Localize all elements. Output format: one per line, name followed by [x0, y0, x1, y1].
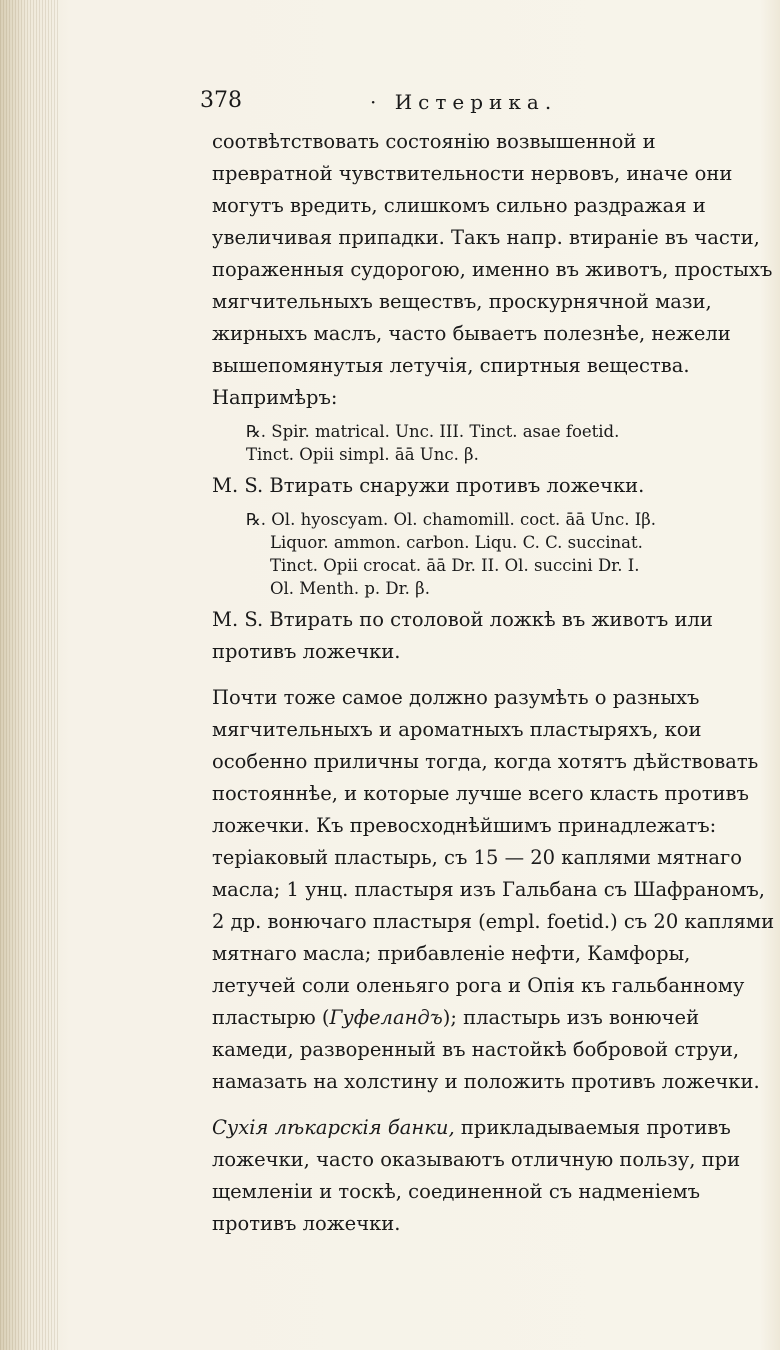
prescription-note-1: M. S. Втирать снаружи противъ ложечки. [212, 474, 645, 497]
recipe-1-line-1: ℞. Spir. matrical. Unc. III. Tinct. asae foetid. [246, 422, 620, 441]
recipe-2-line-3: Tinct. Opii crocat. āā Dr. II. Ol. succini Dr. I. [270, 556, 640, 575]
body-text [212, 126, 777, 1240]
running-head: · Истерика. [370, 90, 558, 114]
recipe-1-line-2: Tinct. Opii simpl. āā Unc. β. [246, 445, 479, 464]
paragraph-2-text: Почти тоже самое должно разумѣть о разныхъ мягчительныхъ и ароматныхъ пластыряхъ, кои особенно приличны тогда, когда хотятъ дѣйствовать постояннѣе, и которые лучше всего класть противъ ложечки. Къ превосходнѣйшимъ принадлежатъ: теріаковый пластырь, съ 15 — 20 каплями мятнаго масла; 1 унц. пластыря изъ Гальбана съ Шафраномъ, 2 др. вонючаго пластыря (empl. foetid.) съ 20 каплями мятнаго масла; прибавленіе нефти, Камфоры, летучей соли оленьяго рога и Опія къ гальбанному пластырю ( [212, 686, 775, 1029]
page-edge-shading [0, 0, 60, 1350]
prescription-note-2: M. S. Втирать по столовой ложкѣ въ животъ или противъ ложечки. [212, 608, 713, 663]
paragraph-2-author: Гуфеландъ [329, 1006, 443, 1029]
paragraph-3 [212, 1112, 777, 1240]
page-number: 378 [200, 88, 242, 113]
recipe-2 [246, 508, 777, 600]
recipe-2-line-2: Liquor. ammon. carbon. Liqu. C. C. succinat. [270, 533, 643, 552]
page-header [200, 88, 600, 122]
recipe-2-line-4: Ol. Menth. p. Dr. β. [270, 579, 430, 598]
paragraph-3-lead: Сухія лѣкарскія банки, [212, 1116, 455, 1139]
paragraph-2-tail: ); пластырь изъ вонючей камеди, разворенный въ настойкѣ бобровой струи, намазать на холстину и положить противъ ложечки. [212, 1006, 760, 1093]
paragraph-2 [212, 682, 777, 1098]
paragraph-3-text: прикладываемыя противъ ложечки, часто оказываютъ отличную пользу, при щемленіи и тоскѣ, соединенной съ надменіемъ противъ ложечки. [212, 1116, 741, 1235]
paragraph-1: соотвѣтствовать состоянію возвышенной и превратной чувствительности нервовъ, иначе они могутъ вредить, слишкомъ сильно раздражая и увеличивая припадки. Такъ напр. втираніе въ части, пораженныя судорогою, именно въ животъ, простыхъ мягчительныхъ веществъ, проскурнячной мази, жирныхъ маслъ, часто бываетъ полезнѣе, нежели вышепомянутыя летучія, спиртныя вещества. Напримѣръ: [212, 130, 773, 409]
recipe-2-line-1: ℞. Ol. hyoscyam. Ol. chamomill. coct. āā Unc. Iβ. [246, 510, 657, 529]
recipe-1 [246, 420, 777, 466]
